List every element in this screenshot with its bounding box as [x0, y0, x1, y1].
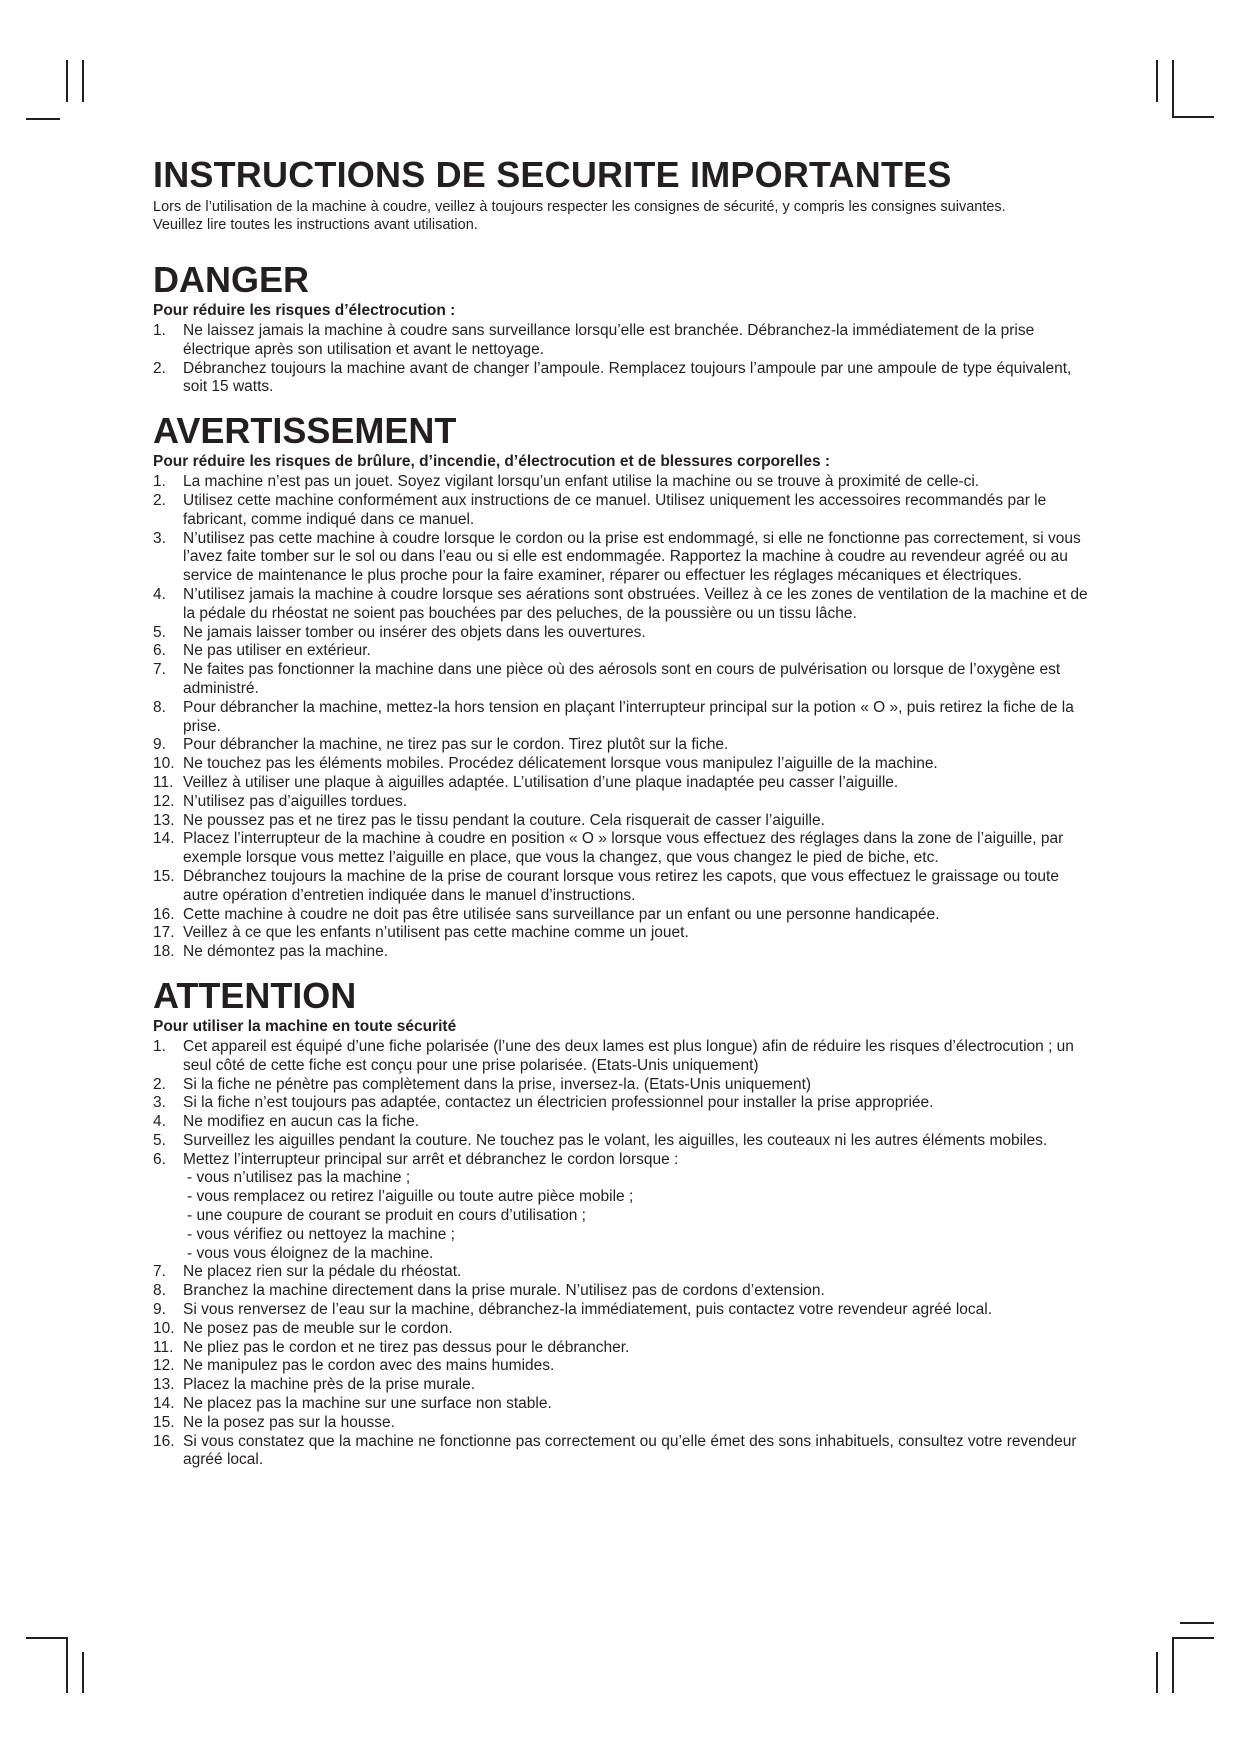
item-number: 11.: [153, 773, 174, 791]
item-text: Ne touchez pas les éléments mobiles. Procédez délicatement lorsque vous manipulez l’aiguille de la machine.: [183, 755, 938, 773]
page-content: [153, 156, 1093, 1470]
item-text: N’utilisez jamais la machine à coudre lorsque ses aérations sont obstruées. Veillez à ce les zones de ventilation de la machine et de la pédale du rhéostat ne soient pas bouchées par des peluches, de la poussière ou un tissu lâche.: [183, 585, 1088, 622]
danger-list: [153, 322, 1093, 397]
warning-title: AVERTISSEMENT: [153, 410, 457, 452]
list-item: [153, 1301, 1093, 1320]
list-item: [153, 1094, 1093, 1113]
list-item: [153, 1038, 1093, 1076]
item-number: 12.: [153, 792, 175, 810]
list-item: [153, 906, 1093, 925]
item-number: 1.: [153, 322, 166, 339]
list-item: [153, 812, 1093, 831]
intro-line: Veuillez lire toutes les instructions avant utilisation.: [153, 217, 478, 233]
list-item: [153, 1376, 1093, 1395]
item-text: Si la fiche ne pénètre pas complètement dans la prise, inversez-la. (Etats-Unis uniquement): [183, 1075, 812, 1093]
danger-subtitle: Pour réduire les risques d’électrocution :: [153, 302, 456, 319]
list-item: [153, 1414, 1093, 1433]
item-number: 8.: [153, 1282, 166, 1300]
item-text: Utilisez cette machine conformément aux instructions de ce manuel. Utilisez uniquement les accessoires recommandés par le fabricant, comme indiqué dans ce manuel.: [183, 491, 1047, 528]
list-item: [153, 943, 1093, 962]
item-text: Surveillez les aiguilles pendant la couture. Ne touchez pas le volant, les aiguilles, les couteaux ni les autres éléments mobiles.: [183, 1131, 1048, 1149]
item-number: 13.: [153, 811, 175, 829]
sub-list: [183, 1169, 1093, 1263]
item-text: Ne laissez jamais la machine à coudre sans surveillance lorsqu’elle est branchée. Débranchez-la immédiatement de la prise électrique après son utilisation et avant le nettoyage.: [183, 322, 1035, 358]
item-number: 5.: [153, 1131, 166, 1149]
item-number: 6.: [153, 1150, 166, 1168]
item-number: 3.: [153, 529, 166, 547]
list-item: [153, 774, 1093, 793]
list-item: [153, 1357, 1093, 1376]
list-item: [153, 736, 1093, 755]
item-text: Si la fiche n’est toujours pas adaptée, contactez un électricien professionnel pour installer la prise appropriée.: [183, 1094, 934, 1112]
list-item: [153, 1076, 1093, 1095]
item-number: 9.: [153, 736, 166, 754]
item-text: Veillez à utiliser une plaque à aiguilles adaptée. L’utilisation d’une plaque inadaptée peu casser l’aiguille.: [183, 773, 899, 791]
warning-section: [153, 411, 1093, 962]
item-text: N’utilisez pas cette machine à coudre lorsque le cordon ou la prise est endommagé, si elle ne fonctionne pas correctement, si vous l’avez faite tomber sur le sol ou dans l’eau ou si elle est endommagée. Rapportez la machine à coudre au revendeur agréé ou au service de maintenance le plus proche pour la faire examiner, réparer ou effectuer les réglages mécaniques et électriques.: [183, 529, 1081, 585]
item-number: 10.: [153, 1319, 175, 1337]
list-item: [153, 830, 1093, 868]
item-text: Ne jamais laisser tomber ou insérer des objets dans les ouvertures.: [183, 623, 646, 641]
item-text: Ne posez pas de meuble sur le cordon.: [183, 1319, 453, 1337]
item-text: Ne faites pas fonctionner la machine dans une pièce où des aérosols sont en cours de pulvérisation ou lorsque de l’oxygène est administré.: [183, 661, 1061, 697]
item-number: 15.: [153, 1413, 175, 1431]
item-number: 1.: [153, 473, 166, 491]
list-item: [153, 586, 1093, 624]
item-text: Ne pliez pas le cordon et ne tirez pas dessus pour le débrancher.: [183, 1338, 630, 1356]
list-item: [153, 793, 1093, 812]
list-item: [153, 473, 1093, 492]
item-number: 18.: [153, 943, 175, 961]
list-item: [153, 1132, 1093, 1151]
item-number: 10.: [153, 755, 175, 773]
list-item: [153, 1263, 1093, 1282]
item-text: Pour débrancher la machine, ne tirez pas sur le cordon. Tirez plutôt sur la fiche.: [183, 736, 729, 754]
list-item: [153, 755, 1093, 774]
list-item: [153, 868, 1093, 906]
caution-subtitle: Pour utiliser la machine en toute sécurité: [153, 1017, 457, 1035]
list-item: [153, 1113, 1093, 1132]
intro-line: Lors de l’utilisation de la machine à coudre, veillez à toujours respecter les consignes de sécurité, y compris les consignes suivantes.: [153, 199, 1006, 215]
item-text: Cet appareil est équipé d’une fiche polarisée (l’une des deux lames est plus longue) afin de réduire les risques d’électrocution ; un seul côté de cette fiche est conçu pour une prise polarisée. (Etats-Unis uniquement): [183, 1037, 1074, 1074]
item-text: Ne pas utiliser en extérieur.: [183, 642, 371, 660]
sub-list-item: - vous remplacez ou retirez l’aiguille ou toute autre pièce mobile ;: [187, 1188, 634, 1206]
page-title: INSTRUCTIONS DE SECURITE IMPORTANTES: [153, 154, 952, 195]
item-text: Ne placez pas la machine sur une surface non stable.: [183, 1395, 552, 1413]
item-number: 11.: [153, 1338, 174, 1356]
item-text: Cette machine à coudre ne doit pas être utilisée sans surveillance par un enfant ou une personne handicapée.: [183, 905, 940, 923]
list-item: [153, 530, 1093, 586]
item-number: 4.: [153, 585, 166, 603]
item-text: Placez la machine près de la prise murale.: [183, 1376, 476, 1394]
list-item: [153, 642, 1093, 661]
list-item: [153, 360, 1093, 398]
warning-list: [153, 473, 1093, 962]
item-number: 16.: [153, 1432, 175, 1450]
list-item: [153, 699, 1093, 737]
item-number: 6.: [153, 642, 166, 660]
list-item: [153, 1339, 1093, 1358]
list-item: [153, 1395, 1093, 1414]
item-text: Si vous renversez de l’eau sur la machine, débranchez-la immédiatement, puis contactez votre revendeur agréé local.: [183, 1301, 993, 1319]
item-number: 7.: [153, 1263, 166, 1281]
item-number: 3.: [153, 1094, 166, 1112]
item-number: 2.: [153, 491, 166, 509]
list-item: [153, 1151, 1093, 1264]
item-number: 14.: [153, 830, 175, 848]
caution-section: [153, 976, 1093, 1470]
item-number: 13.: [153, 1376, 175, 1394]
item-text: La machine n’est pas un jouet. Soyez vigilant lorsqu’un enfant utilise la machine ou se trouve à proximité de celle-ci.: [183, 473, 980, 491]
item-text: Ne poussez pas et ne tirez pas le tissu pendant la couture. Cela risquerait de casser l’aiguille.: [183, 811, 825, 829]
item-number: 2.: [153, 1075, 166, 1093]
list-item: [153, 492, 1093, 530]
item-text: Mettez l’interrupteur principal sur arrêt et débranchez le cordon lorsque :: [183, 1150, 679, 1168]
item-number: 5.: [153, 623, 166, 641]
warning-subtitle: Pour réduire les risques de brûlure, d’incendie, d’électrocution et de blessures corporelles :: [153, 453, 831, 471]
item-text: Ne démontez pas la machine.: [183, 943, 389, 961]
list-item: [153, 1433, 1093, 1471]
item-text: Débranchez toujours la machine avant de changer l’ampoule. Remplacez toujours l’ampoule par une ampoule de type équivalent, soit 15 watts.: [183, 359, 1072, 396]
item-text: Ne modifiez en aucun cas la fiche.: [183, 1113, 420, 1131]
item-text: Veillez à ce que les enfants n’utilisent pas cette machine comme un jouet.: [183, 924, 689, 942]
item-text: N’utilisez pas d’aiguilles tordues.: [183, 792, 408, 810]
item-number: 9.: [153, 1301, 166, 1319]
item-text: Ne manipulez pas le cordon avec des mains humides.: [183, 1357, 555, 1375]
list-item: [153, 322, 1093, 360]
item-number: 12.: [153, 1357, 175, 1375]
item-number: 14.: [153, 1395, 175, 1413]
item-text: Pour débrancher la machine, mettez-la hors tension en plaçant l’interrupteur principal sur la potion « O », puis retirez la fiche de la prise.: [183, 698, 1074, 735]
sub-list-item: - vous n’utilisez pas la machine ;: [187, 1169, 411, 1187]
sub-list-item: - vous vérifiez ou nettoyez la machine ;: [187, 1225, 455, 1243]
item-text: Branchez la machine directement dans la prise murale. N’utilisez pas de cordons d’extension.: [183, 1282, 825, 1300]
item-number: 1.: [153, 1037, 166, 1055]
item-text: Placez l’interrupteur de la machine à coudre en position « O » lorsque vous effectuez des réglages dans la zone de l’aiguille, par exemple lorsque vous mettez l’aiguille en place, que vous la changez, que vous changez le pied de biche, etc.: [183, 830, 1064, 867]
sub-list-item: - vous vous éloignez de la machine.: [187, 1244, 434, 1262]
item-number: 17.: [153, 924, 175, 942]
list-item: [153, 624, 1093, 643]
intro-text: [153, 198, 1093, 234]
item-number: 2.: [153, 359, 166, 377]
caution-title: ATTENTION: [153, 974, 357, 1016]
list-item: [153, 661, 1093, 699]
item-number: 7.: [153, 661, 166, 679]
item-number: 4.: [153, 1113, 166, 1131]
item-number: 16.: [153, 905, 175, 923]
caution-list: [153, 1038, 1093, 1470]
item-text: Ne placez rien sur la pédale du rhéostat.: [183, 1263, 462, 1281]
item-text: Ne la posez pas sur la housse.: [183, 1413, 395, 1431]
danger-section: [153, 260, 1093, 397]
danger-title: DANGER: [153, 259, 310, 300]
list-item: [153, 924, 1093, 943]
list-item: [153, 1320, 1093, 1339]
item-text: Si vous constatez que la machine ne fonctionne pas correctement ou qu’elle émet des sons inhabituels, consultez votre revendeur agréé local.: [183, 1432, 1077, 1469]
list-item: [153, 1282, 1093, 1301]
sub-list-item: - une coupure de courant se produit en cours d’utilisation ;: [187, 1207, 586, 1225]
item-text: Débranchez toujours la machine de la prise de courant lorsque vous retirez les capots, que vous effectuez le graissage ou toute autre opération d’entretien indiquée dans le manuel d’instructions.: [183, 867, 1059, 904]
item-number: 8.: [153, 698, 166, 716]
item-number: 15.: [153, 867, 175, 885]
